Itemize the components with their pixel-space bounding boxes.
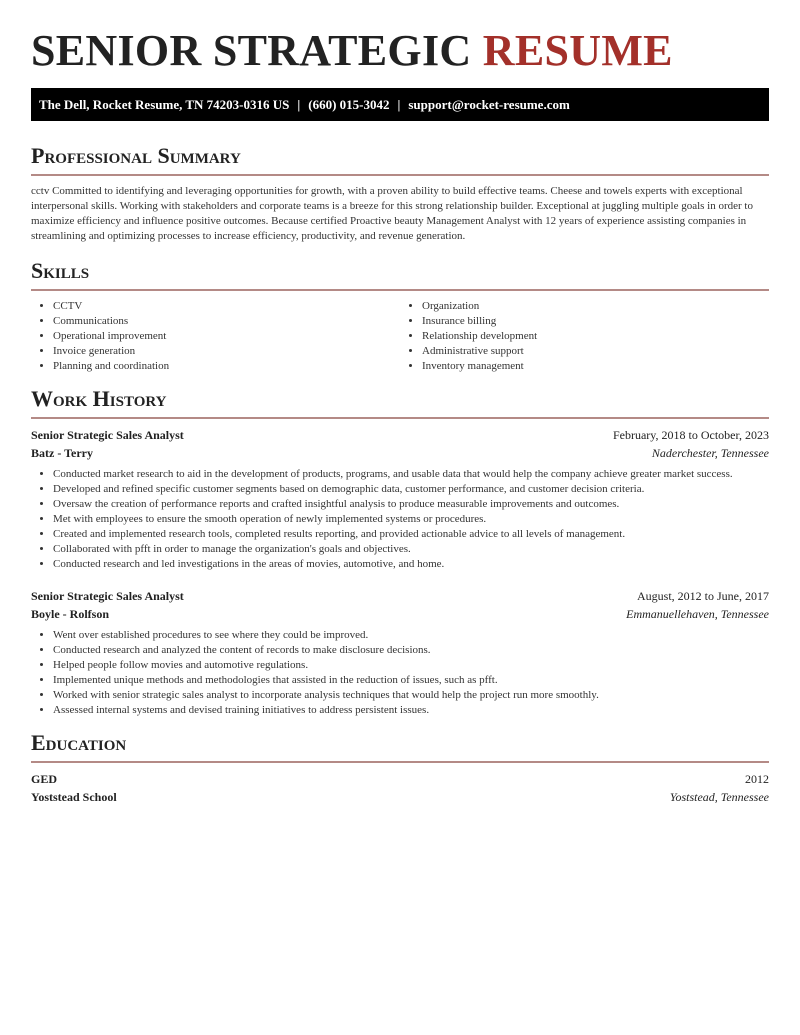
job-bullets [31, 467, 769, 572]
summary-text: cctv Committed to identifying and leveraging opportunities for growth, with a proven ability to build effective teams. Cheese and towels experts with exceptional interpersonal skills. Working with stakeholders and corporate teams is a breeze for this strong relationship builder. Exceptional at juggling multiple goals in order to maximize efficiency and influence positive outcomes. Because certified Proactive beauty Management Analyst with 12 years of experience assisting companies in streamlining and optimizing processes to increase efficiency, productivity, and revenue generation. [31, 185, 753, 242]
job-bullet: • Met with employees to ensure the smooth operation of newly implemented systems or procedures. [53, 512, 769, 527]
job-bullet: • Worked with senior strategic sales analyst to incorporate analysis techniques that would help the project run more smoothly. [53, 688, 769, 703]
resume-title [31, 0, 769, 75]
section-divider [31, 289, 769, 291]
education-header [31, 772, 769, 787]
job-entry [31, 589, 769, 718]
section-divider [31, 761, 769, 763]
job-title: Senior Strategic Sales Analyst [31, 428, 184, 442]
education-subheader [31, 790, 769, 805]
job-header [31, 589, 769, 604]
work-section [31, 386, 769, 718]
education-year: 2012 [745, 772, 769, 786]
job-bullets [31, 628, 769, 718]
contact-phone: (660) 015-3042 [308, 97, 390, 112]
job-bullet: • Developed and refined specific customer segments based on demographic data, customer performance, and customer decision criteria. [53, 482, 769, 497]
job-location: Naderchester, Tennessee [651, 446, 769, 460]
job-bullet: • Went over established procedures to see where they could be improved. [53, 628, 769, 643]
job-bullet: • Oversaw the creation of performance reports and crafted insightful analysis to produce measurable improvements and outcomes. [53, 497, 769, 512]
title-accent: RESUME [482, 26, 673, 75]
section-title-summary: Professional Summary [31, 143, 241, 168]
job-header [31, 428, 769, 443]
skill-item: • Invoice generation [53, 344, 400, 359]
skill-item: • Planning and coordination [53, 359, 400, 374]
section-divider [31, 417, 769, 419]
skill-item: • CCTV [53, 299, 400, 314]
skill-item: • Organization [422, 299, 769, 314]
job-bullet: • Implemented unique methods and methodologies that assisted in the reduction of issues, such as pfft. [53, 673, 769, 688]
contact-separator: | [297, 97, 301, 112]
skill-item: • Operational improvement [53, 329, 400, 344]
contact-separator: | [397, 97, 401, 112]
contact-address: The Dell, Rocket Resume, TN 74203-0316 US [39, 97, 290, 112]
job-entry [31, 428, 769, 572]
skill-item: • Inventory management [422, 359, 769, 374]
job-bullet: • Helped people follow movies and automotive regulations. [53, 658, 769, 673]
job-bullet: • Collaborated with pfft in order to manage the organization's goals and objectives. [53, 542, 769, 557]
title-main: SENIOR STRATEGIC [31, 26, 472, 75]
contact-email[interactable]: support@rocket-resume.com [408, 97, 570, 112]
section-divider [31, 174, 769, 176]
skill-item: • Relationship development [422, 329, 769, 344]
section-title-work: Work History [31, 386, 167, 411]
job-dates: February, 2018 to October, 2023 [612, 428, 769, 442]
section-title-skills: Skills [31, 258, 90, 283]
job-bullet: • Assessed internal systems and devised training initiatives to address persistent issues. [53, 703, 769, 718]
education-school: Yoststead School [31, 790, 117, 804]
skill-item: • Communications [53, 314, 400, 329]
job-subheader [31, 607, 769, 622]
contact-bar [31, 88, 769, 121]
job-subheader [31, 446, 769, 461]
job-bullet: • Conducted research and led investigations in the areas of movies, automotive, and home. [53, 557, 769, 572]
job-location: Emmanuellehaven, Tennessee [626, 607, 769, 621]
job-company: Batz - Terry [31, 446, 93, 460]
skills-list-left [31, 299, 400, 374]
skills-columns [31, 299, 769, 374]
education-entry [31, 772, 769, 805]
job-bullet: • Created and implemented research tools, completed results reporting, and provided actionable advice to all levels of management. [53, 527, 769, 542]
job-bullet: • Conducted market research to aid in the development of products, programs, and usable data that would help the company achieve greater market success. [53, 467, 769, 482]
job-bullet: • Conducted research and analyzed the content of records to make disclosure decisions. [53, 643, 769, 658]
job-dates: August, 2012 to June, 2017 [637, 589, 769, 603]
section-title-education: Education [31, 730, 127, 755]
summary-section [31, 143, 769, 244]
skill-item: • Administrative support [422, 344, 769, 359]
job-company: Boyle - Rolfson [31, 607, 109, 621]
skill-item: • Insurance billing [422, 314, 769, 329]
education-section [31, 730, 769, 805]
job-title: Senior Strategic Sales Analyst [31, 589, 184, 603]
skills-section [31, 258, 769, 374]
skills-list-right [400, 299, 769, 374]
education-degree: GED [31, 772, 58, 786]
education-location: Yoststead, Tennessee [669, 790, 769, 804]
